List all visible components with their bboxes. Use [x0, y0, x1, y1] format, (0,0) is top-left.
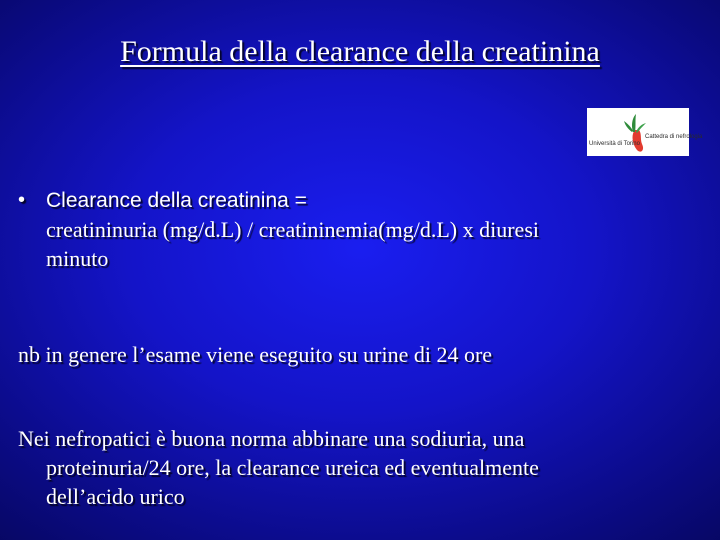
nephropathy-note	[18, 424, 708, 511]
nb-note: nb in genere l’esame viene eseguito su urine di 24 ore	[18, 342, 493, 367]
logo-department-text: Cattedra di nefrologia	[645, 134, 703, 140]
nephropathy-note-line-3: dell’acido urico	[46, 484, 185, 509]
university-logo	[587, 108, 703, 156]
nephropathy-note-line-1: Nei nefropatici è buona norma abbinare una sodiuria, una	[18, 426, 525, 451]
bullet-icon: •	[18, 189, 26, 211]
logo-university-text: Università di Torino	[589, 141, 640, 147]
slide-title: Formula della clearance della creatinina	[120, 35, 600, 68]
formula-line-1: creatininuria (mg/d.L) / creatininemia(mg/d.L) x diuresi	[46, 217, 539, 242]
nephropathy-note-line-2: proteinuria/24 ore, la clearance ureica ed eventualmente	[46, 455, 539, 480]
clearance-bullet	[18, 186, 698, 273]
formula-line-2: minuto	[46, 246, 109, 271]
bullet-label: Clearance della creatinina =	[46, 189, 307, 212]
